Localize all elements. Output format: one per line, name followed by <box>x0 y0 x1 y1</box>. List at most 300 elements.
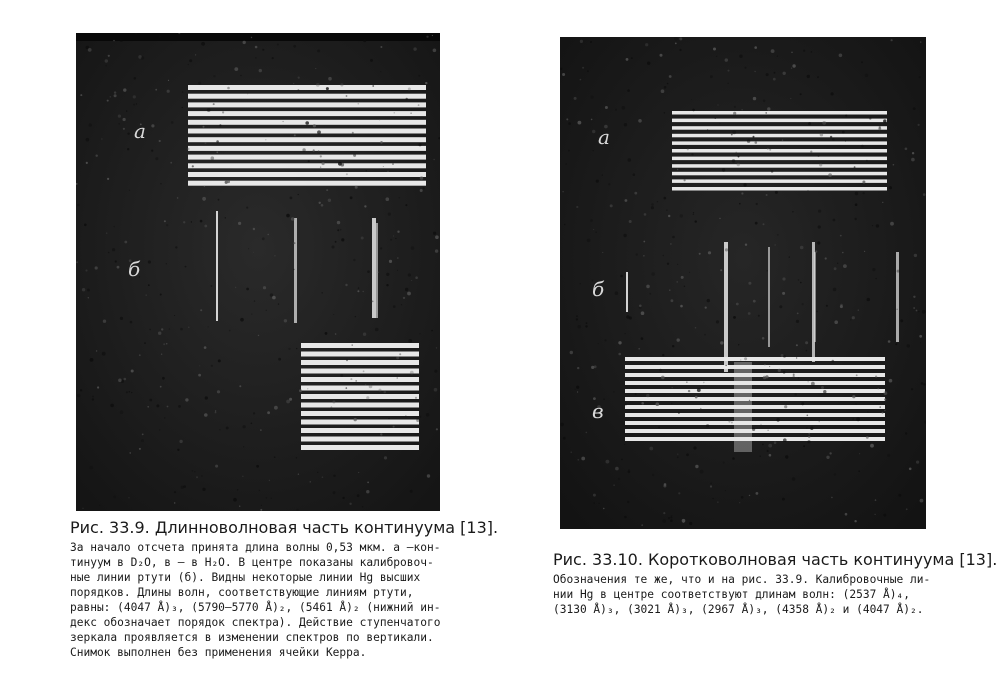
grain-speck <box>591 96 594 99</box>
grain-speck <box>852 418 854 420</box>
grain-speck <box>783 438 787 442</box>
grain-speck <box>854 520 856 522</box>
grain-speck <box>380 141 383 144</box>
grain-speck <box>678 492 680 494</box>
grain-speck <box>415 276 418 279</box>
grain-speck <box>798 377 800 379</box>
grain-speck <box>278 358 281 361</box>
grain-speck <box>298 474 299 475</box>
grain-speck <box>159 429 160 430</box>
grain-speck <box>185 266 187 268</box>
grain-speck <box>191 221 192 222</box>
grain-speck <box>345 284 347 286</box>
grain-speck <box>213 103 215 105</box>
grain-speck <box>114 94 117 97</box>
grain-speck <box>817 241 820 244</box>
grain-speck <box>578 121 582 125</box>
grain-speck <box>680 214 683 217</box>
grain-speck <box>668 215 670 217</box>
grain-speck <box>916 461 919 464</box>
grain-speck <box>803 445 805 447</box>
grain-speck <box>808 381 809 382</box>
grain-speck <box>661 376 665 380</box>
grain-speck <box>667 83 669 85</box>
grain-speck <box>808 122 811 125</box>
grain-speck <box>253 228 255 230</box>
grain-speck <box>332 246 335 249</box>
grain-speck <box>643 241 645 243</box>
grain-speck <box>123 118 126 121</box>
grain-speck <box>298 194 299 195</box>
grain-speck <box>177 449 179 451</box>
grain-speck <box>785 455 788 458</box>
grain-speck <box>800 93 802 95</box>
grain-speck <box>576 318 578 320</box>
grain-speck <box>433 232 436 235</box>
grain-speck <box>322 162 325 165</box>
grain-speck <box>254 300 255 301</box>
grain-speck <box>272 296 276 300</box>
grain-speck <box>684 179 686 181</box>
grain-speck <box>372 301 374 303</box>
grain-speck <box>677 264 678 265</box>
grain-speck <box>710 485 712 487</box>
grain-speck <box>290 197 293 200</box>
grain-speck <box>777 234 779 236</box>
grain-speck <box>207 108 211 112</box>
grain-speck <box>243 41 246 44</box>
grain-speck <box>884 391 888 395</box>
grain-speck <box>124 378 127 381</box>
grain-speck <box>235 287 236 288</box>
grain-speck <box>76 261 78 263</box>
grain-speck <box>200 309 202 311</box>
grain-speck <box>625 333 626 334</box>
grain-speck <box>859 453 860 454</box>
grain-speck <box>817 76 819 78</box>
grain-speck <box>333 475 335 477</box>
grain-speck <box>884 398 886 400</box>
grain-speck <box>806 350 808 352</box>
grain-speck <box>390 239 392 241</box>
grain-speck <box>314 36 315 37</box>
grain-speck <box>415 397 417 399</box>
grain-speck <box>717 502 718 503</box>
grain-speck <box>358 103 360 105</box>
grain-speck <box>861 145 864 148</box>
grain-speck <box>598 343 599 344</box>
grain-speck <box>85 269 87 271</box>
grain-speck <box>615 467 619 471</box>
grain-speck <box>259 490 260 491</box>
grain-speck <box>97 386 99 388</box>
grain-speck <box>764 364 765 365</box>
grain-speck <box>262 49 264 51</box>
grain-speck <box>608 183 610 185</box>
grain-speck <box>818 155 820 157</box>
grain-speck <box>864 251 865 252</box>
grain-speck <box>435 249 438 252</box>
panel-label-b: б <box>128 257 141 281</box>
grain-speck <box>317 49 320 52</box>
grain-speck <box>829 452 831 454</box>
grain-speck <box>198 82 201 85</box>
grain-speck <box>296 348 297 349</box>
grain-speck <box>738 156 740 158</box>
grain-speck <box>866 160 868 162</box>
grain-speck <box>196 476 198 478</box>
grain-speck <box>795 393 797 395</box>
grain-speck <box>269 480 270 481</box>
grain-speck <box>237 39 238 40</box>
grain-speck <box>636 253 638 255</box>
grain-speck <box>649 293 651 295</box>
grain-speck <box>175 246 177 248</box>
grain-speck <box>129 391 131 393</box>
grain-speck <box>90 358 94 362</box>
grain-speck <box>700 408 701 409</box>
grain-speck <box>691 153 693 155</box>
grain-speck <box>389 260 392 263</box>
grain-speck <box>307 388 308 389</box>
grain-speck <box>783 72 786 75</box>
grain-speck <box>363 39 366 42</box>
grain-speck <box>660 54 663 57</box>
grain-speck <box>695 327 697 329</box>
caption-body <box>70 540 450 660</box>
stripe <box>625 405 885 409</box>
grain-speck <box>410 490 413 493</box>
grain-speck <box>720 269 722 271</box>
grain-speck <box>876 224 879 227</box>
grain-speck <box>715 118 716 119</box>
grain-speck <box>563 437 566 440</box>
grain-speck <box>708 251 711 254</box>
grain-speck <box>874 514 875 515</box>
grain-speck <box>782 292 785 295</box>
grain-speck <box>168 80 169 81</box>
grain-speck <box>855 203 858 206</box>
stripe <box>672 187 887 191</box>
stripe <box>188 172 426 177</box>
figure-33-9-photo <box>76 33 440 511</box>
grain-speck <box>240 318 244 322</box>
grain-speck <box>103 320 106 323</box>
grain-speck <box>765 112 767 114</box>
caption-title: Рис. 33.10. Коротковолновая часть континуума [13]. <box>553 550 998 569</box>
grain-speck <box>789 256 790 257</box>
grain-speck <box>233 498 237 502</box>
grain-speck <box>251 314 252 315</box>
grain-speck <box>226 427 229 430</box>
grain-speck <box>439 39 440 40</box>
grain-speck <box>80 94 82 96</box>
grain-speck <box>379 119 380 120</box>
grain-speck <box>872 225 873 226</box>
grain-speck <box>854 166 856 168</box>
grain-speck <box>728 420 730 422</box>
grain-speck <box>117 266 120 269</box>
grain-speck <box>726 365 727 366</box>
grain-speck <box>603 508 604 509</box>
grain-speck <box>773 78 776 81</box>
grain-speck <box>433 49 437 53</box>
grain-speck <box>707 299 710 302</box>
grain-speck <box>363 370 365 372</box>
grain-speck <box>662 354 664 356</box>
grain-speck <box>397 231 399 233</box>
grain-speck <box>815 250 817 252</box>
grain-speck <box>562 191 563 192</box>
grain-speck <box>82 288 85 291</box>
grain-speck <box>855 403 856 404</box>
grain-speck <box>274 255 275 256</box>
grain-speck <box>578 325 581 328</box>
grain-speck <box>883 119 886 122</box>
grain-speck <box>397 377 398 378</box>
grain-speck <box>663 485 666 488</box>
grain-speck <box>346 173 348 175</box>
grain-speck <box>126 110 127 111</box>
grain-speck <box>580 283 581 284</box>
stripe <box>625 357 885 361</box>
grain-speck <box>401 304 402 305</box>
grain-speck <box>380 46 382 48</box>
grain-speck <box>181 486 184 489</box>
grain-speck <box>405 415 406 416</box>
grain-speck <box>216 140 219 143</box>
grain-speck <box>576 315 578 317</box>
grain-speck <box>326 87 329 90</box>
grain-speck <box>641 402 644 405</box>
grain-speck <box>695 396 698 399</box>
grain-speck <box>318 150 320 152</box>
grain-speck <box>634 192 637 195</box>
grain-speck <box>134 77 137 80</box>
grain-speck <box>192 470 194 472</box>
grain-speck <box>141 56 144 59</box>
grain-speck <box>733 316 736 319</box>
grain-speck <box>861 61 863 63</box>
grain-speck <box>852 395 855 398</box>
stripe <box>188 181 426 186</box>
grain-speck <box>170 162 172 164</box>
grain-speck <box>320 155 322 157</box>
grain-speck <box>745 67 747 69</box>
grain-speck <box>251 423 253 425</box>
grain-speck <box>845 513 848 516</box>
grain-speck <box>436 428 438 430</box>
grain-speck <box>568 122 571 125</box>
grain-speck <box>366 170 367 171</box>
stripe <box>301 437 419 442</box>
grain-speck <box>436 347 437 348</box>
grain-speck <box>355 380 357 382</box>
grain-speck <box>243 425 246 428</box>
grain-speck <box>420 189 423 192</box>
grain-speck <box>858 310 859 311</box>
grain-speck <box>203 126 205 128</box>
grain-speck <box>732 131 736 135</box>
grain-speck <box>749 495 750 496</box>
grain-speck <box>308 160 310 162</box>
grain-speck <box>855 218 857 220</box>
grain-speck <box>626 58 629 61</box>
grain-speck <box>274 406 278 410</box>
grain-speck <box>271 498 272 499</box>
grain-speck <box>834 267 837 270</box>
grain-speck <box>628 469 630 471</box>
grain-speck <box>146 295 147 296</box>
grain-speck <box>688 390 690 392</box>
grain-speck <box>703 382 705 384</box>
grain-speck <box>754 71 755 72</box>
grain-speck <box>346 387 348 389</box>
grain-speck <box>713 48 716 51</box>
grain-speck <box>238 222 241 225</box>
grain-speck <box>218 359 221 362</box>
grain-speck <box>906 508 908 510</box>
grain-speck <box>891 39 893 41</box>
grain-speck <box>923 383 925 385</box>
stripe <box>301 411 419 416</box>
grain-speck <box>305 121 309 125</box>
grain-speck <box>596 180 599 183</box>
grain-speck <box>882 412 884 414</box>
grain-speck <box>110 404 114 408</box>
grain-speck <box>819 421 820 422</box>
grain-speck <box>805 341 808 344</box>
grain-speck <box>807 75 810 78</box>
grain-speck <box>340 229 342 231</box>
grain-speck <box>352 344 353 345</box>
grain-speck <box>664 197 667 200</box>
grain-speck <box>880 406 881 407</box>
grain-speck <box>756 203 758 205</box>
grain-speck <box>298 89 300 91</box>
grain-speck <box>646 285 650 289</box>
grain-speck <box>586 432 588 434</box>
grain-speck <box>99 505 100 506</box>
grain-speck <box>403 297 405 299</box>
grain-speck <box>800 246 804 250</box>
stripe <box>301 343 419 348</box>
stripe <box>188 85 426 90</box>
grain-speck <box>577 367 579 369</box>
grain-speck <box>638 348 640 350</box>
grain-speck <box>105 65 107 67</box>
grain-speck <box>670 519 673 522</box>
grain-speck <box>129 190 130 191</box>
panel-label-c: в <box>592 399 604 423</box>
grain-speck <box>166 263 167 264</box>
grain-speck <box>243 446 244 447</box>
grain-speck <box>169 328 170 329</box>
grain-speck <box>337 221 340 224</box>
grain-speck <box>720 341 723 344</box>
grain-speck <box>896 309 897 310</box>
grain-speck <box>337 229 339 231</box>
grain-speck <box>286 214 290 218</box>
stripe <box>301 352 419 357</box>
grain-speck <box>151 124 154 127</box>
grain-speck <box>644 213 647 216</box>
grain-speck <box>657 201 658 202</box>
grain-speck <box>681 276 684 279</box>
grain-speck <box>406 98 408 100</box>
grain-speck <box>810 427 813 430</box>
calibration-line <box>216 211 218 321</box>
grain-speck <box>641 524 643 526</box>
grain-speck <box>760 424 761 425</box>
grain-speck <box>239 506 240 507</box>
calibration-line <box>372 218 376 318</box>
grain-speck <box>394 112 395 113</box>
grain-speck <box>667 263 669 265</box>
grain-speck <box>183 221 185 223</box>
grain-speck <box>897 270 900 273</box>
grain-speck <box>782 277 785 280</box>
grain-speck <box>163 343 165 345</box>
grain-speck <box>367 270 370 273</box>
grain-speck <box>769 149 771 151</box>
grain-speck <box>792 211 793 212</box>
grain-speck <box>914 254 917 257</box>
grain-speck <box>767 148 769 150</box>
grain-speck <box>130 452 131 453</box>
grain-speck <box>745 244 747 246</box>
grain-speck <box>204 346 207 349</box>
grain-speck <box>912 152 914 154</box>
grain-speck <box>179 440 182 443</box>
grain-speck <box>651 272 655 276</box>
grain-speck <box>798 279 799 280</box>
grain-speck <box>620 275 623 278</box>
grain-speck <box>268 234 269 235</box>
grain-speck <box>164 417 165 418</box>
grain-speck <box>791 52 792 53</box>
grain-speck <box>889 186 892 189</box>
grain-speck <box>321 292 323 294</box>
grain-speck <box>322 476 324 478</box>
grain-speck <box>699 253 701 255</box>
grain-speck <box>689 522 692 525</box>
grain-speck <box>302 148 305 151</box>
grain-speck <box>649 447 653 451</box>
grain-speck <box>731 422 733 424</box>
grain-speck <box>792 477 796 481</box>
grain-speck <box>240 75 241 76</box>
grain-speck <box>828 173 832 177</box>
grain-speck <box>783 371 786 374</box>
grain-speck <box>296 509 298 511</box>
grain-speck <box>693 446 696 449</box>
grain-speck <box>174 315 175 316</box>
grain-speck <box>577 391 578 392</box>
grain-speck <box>218 199 220 201</box>
grain-speck <box>386 197 390 201</box>
grain-speck <box>325 332 328 335</box>
grain-speck <box>582 67 584 69</box>
grain-speck <box>855 192 858 195</box>
grain-speck <box>178 405 181 408</box>
grain-speck <box>693 212 694 213</box>
grain-speck <box>162 377 165 380</box>
grain-speck <box>120 39 123 42</box>
grain-speck <box>215 412 217 414</box>
grain-speck <box>317 130 321 134</box>
grain-speck <box>380 247 382 249</box>
